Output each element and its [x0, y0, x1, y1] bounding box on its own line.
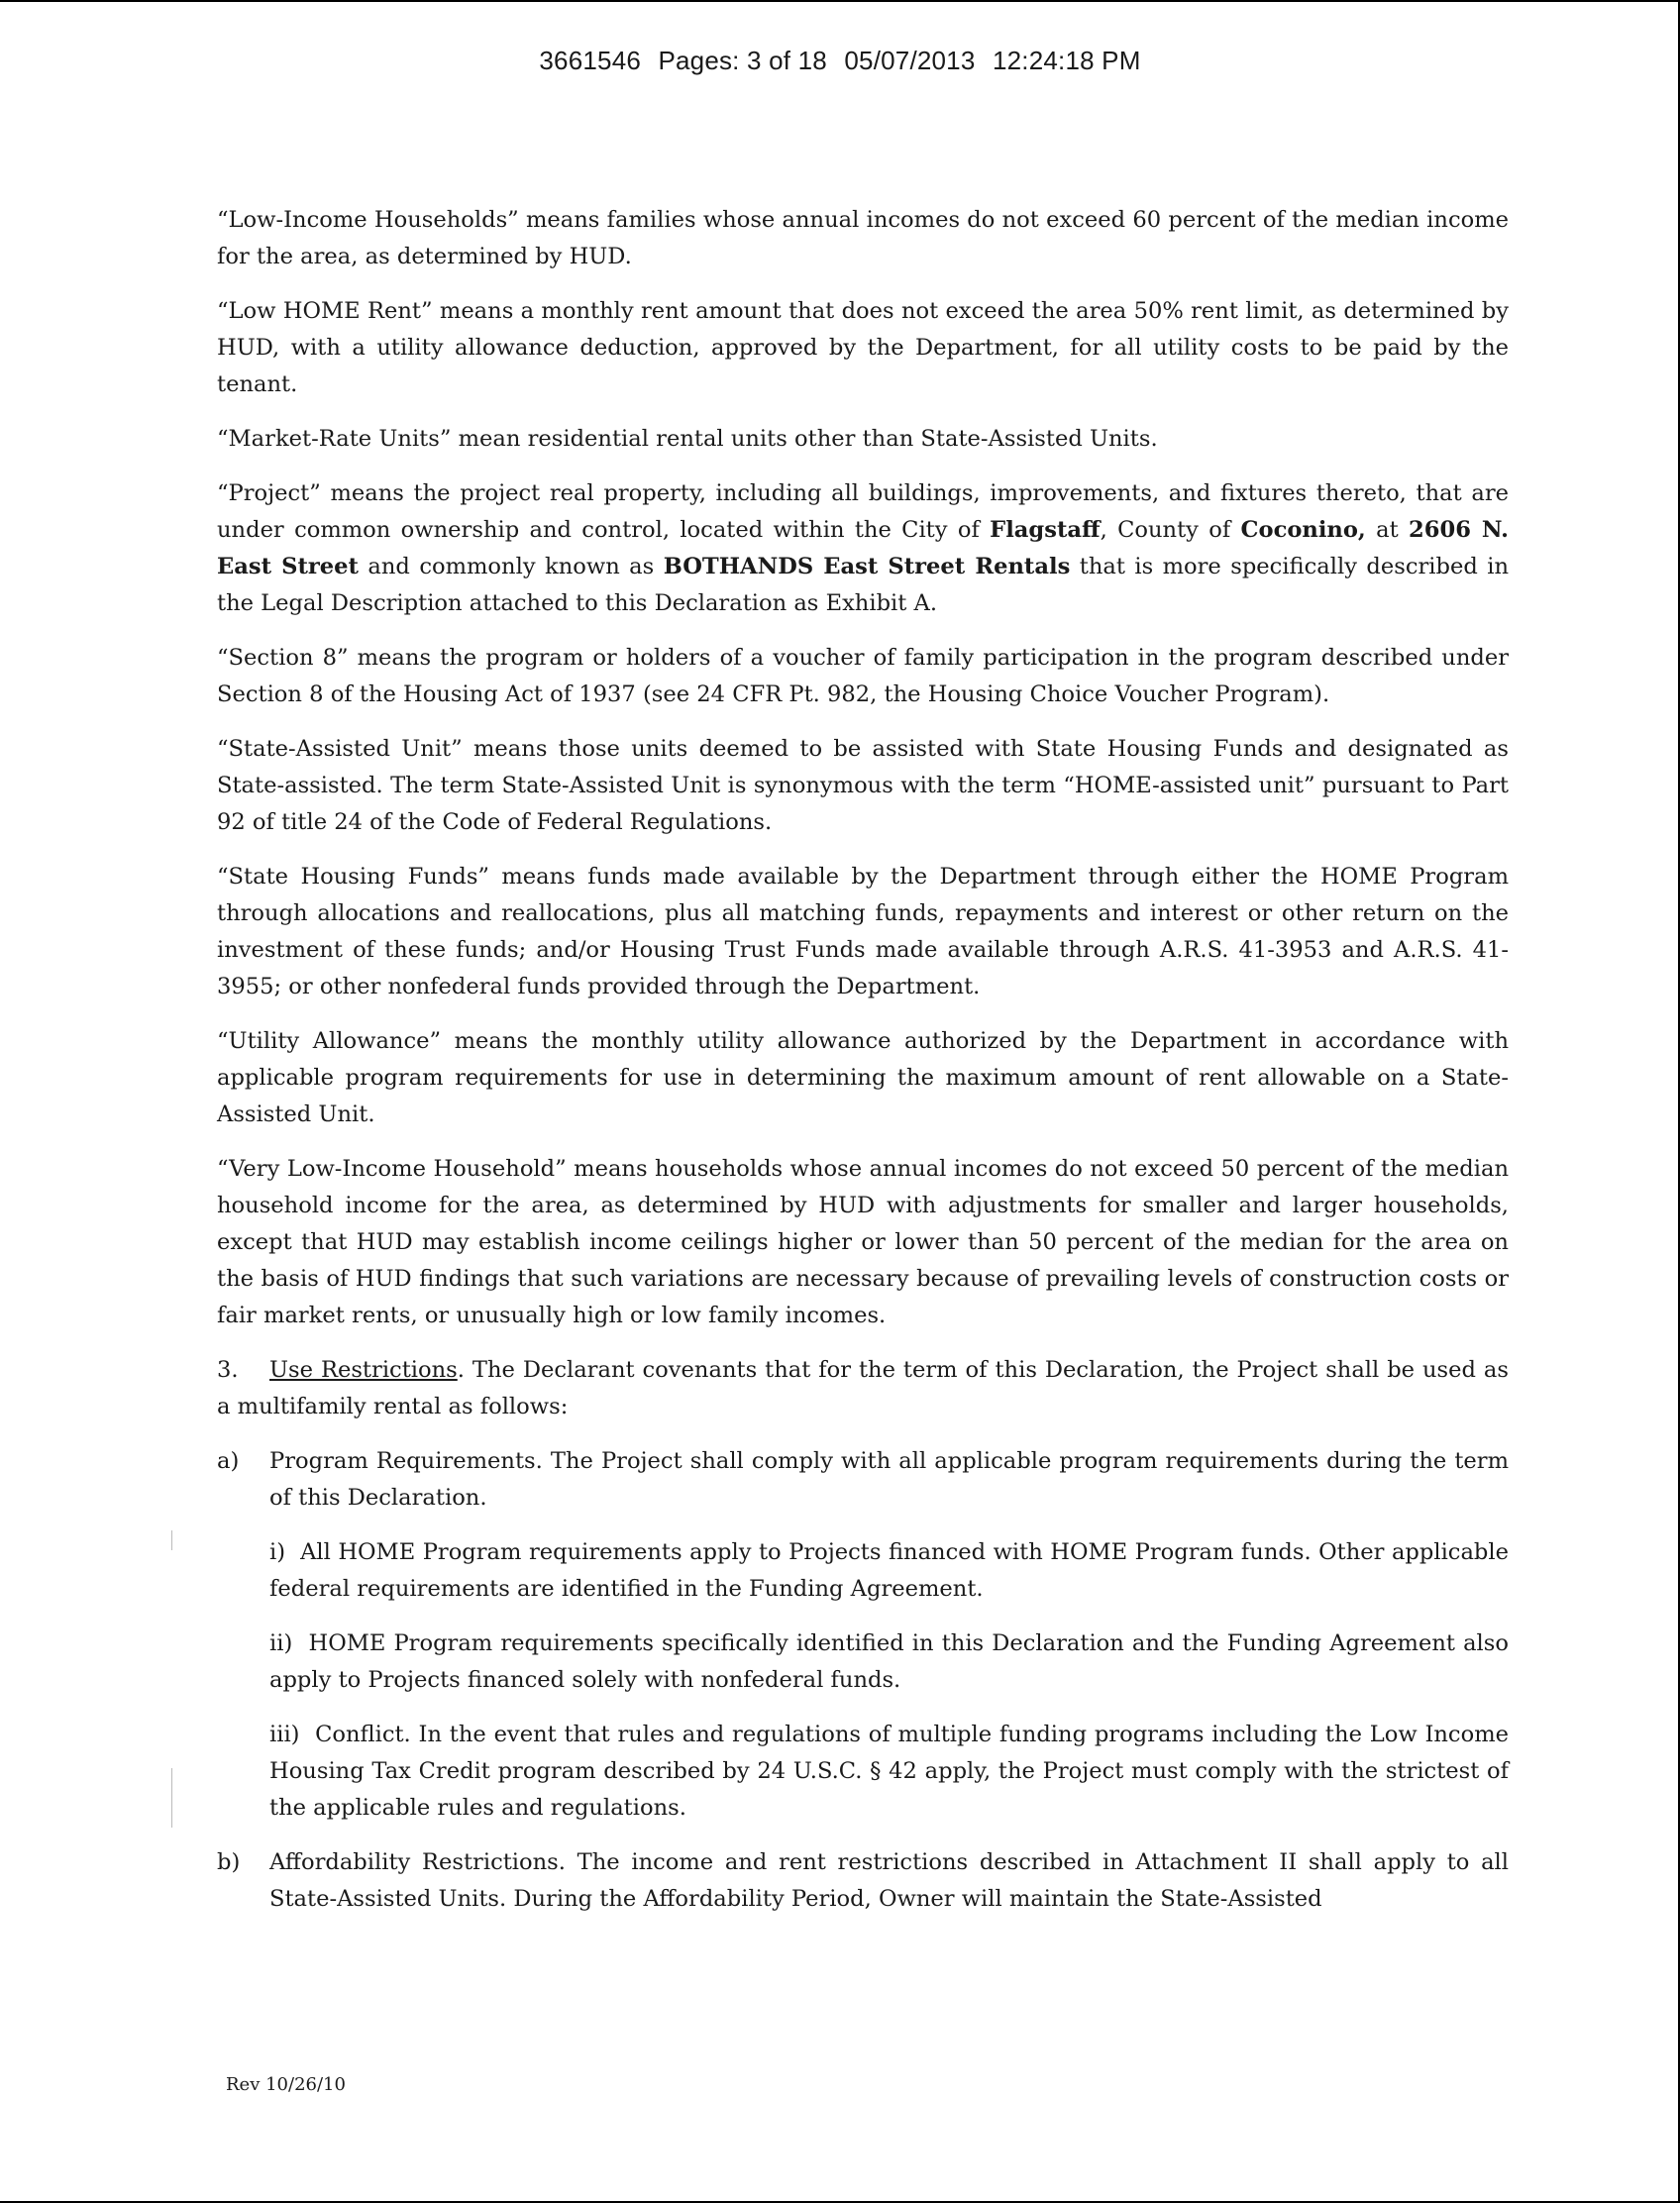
item-label: b) — [217, 1849, 241, 1875]
item-text: HOME Program requirements specifically identified in this Declaration and the Funding Agreement also apply to Projects financed solely with nonfederal funds. — [269, 1630, 1509, 1693]
item-ii — [217, 1626, 1509, 1699]
definition-market-rate-units: “Market-Rate Units” mean residential rental units other than State-Assisted Units. — [217, 426, 1158, 452]
item-a-program-requirements — [217, 1443, 1509, 1517]
recording-header — [0, 46, 1680, 76]
definition-very-low-income-household: “Very Low-Income Household” means households whose annual incomes do not exceed 50 percent of the median household income for the area, as determined by HUD with adjustments for smaller and larger households, except that HUD may establish income ceilings higher or lower than 50 percent of the median for the area on the basis of HUD findings that such variations are necessary because of prevailing levels of construction costs or fair market rents, or unusually high or low family incomes. — [217, 1156, 1509, 1328]
section-text: . The Declarant covenants that for the term of this Declaration, the Project shall be used as a multifamily rental as follows: — [217, 1357, 1509, 1419]
definition-low-home-rent: “Low HOME Rent” means a monthly rent amount that does not exceed the area 50% rent limit, as determined by HUD, with a utility allowance deduction, approved by the Department, for all utility costs to be paid by the tenant. — [217, 298, 1509, 397]
page-count: Pages: 3 of 18 — [658, 46, 827, 75]
project-text: and commonly known as — [358, 554, 664, 579]
item-label: a) — [217, 1448, 240, 1474]
definition-utility-allowance: “Utility Allowance” means the monthly utility allowance authorized by the Department in accordance with applicable program requirements for use in determining the maximum amount of rent allowable on a State-Assisted Unit. — [217, 1028, 1509, 1127]
document-body — [217, 202, 1509, 1936]
project-city: Flagstaff — [990, 517, 1101, 543]
item-iii — [217, 1717, 1509, 1827]
item-b-affordability-restrictions — [217, 1844, 1509, 1918]
project-address: 2606 N. East Street — [217, 517, 1510, 579]
item-i — [217, 1534, 1509, 1608]
definition-project — [217, 475, 1509, 622]
record-time: 12:24:18 PM — [992, 46, 1141, 75]
revision-footer: Rev 10/26/10 — [226, 2074, 346, 2095]
section-title: Use Restrictions — [269, 1357, 458, 1383]
page-border-top — [0, 0, 1680, 2]
project-text: , County of — [1100, 517, 1241, 543]
definition-section-8: “Section 8” means the program or holders of a voucher of family participation in the program described under Section 8 of the Housing Act of 1937 (see 24 CFR Pt. 982, the Housing Choice Voucher Program). — [217, 645, 1509, 707]
item-label: ii) — [269, 1630, 293, 1656]
definition-state-housing-funds: “State Housing Funds” means funds made available by the Department through either the HOME Program through allocations and reallocations, plus all matching funds, repayments and interest or other return on the investment of these funds; and/or Housing Trust Funds made available through A.R.S. 41-3953 and A.R.S. 41-3955; or other nonfederal funds provided through the Department. — [217, 864, 1509, 999]
project-text: at — [1365, 517, 1410, 543]
definition-state-assisted-unit: “State-Assisted Unit” means those units deemed to be assisted with State Housing Funds and designated as State-assisted. The term State-Assisted Unit is synonymous with the term “HOME-assisted unit” pursuant to Part 92 of title 24 of the Code of Federal Regulations. — [217, 736, 1509, 835]
item-text: Conflict. In the event that rules and regulations of multiple funding programs including the Low Income Housing Tax Credit program described by 24 U.S.C. § 42 apply, the Project must comply with the strictest of the applicable rules and regulations. — [269, 1722, 1509, 1821]
project-county: Coconino, — [1240, 517, 1366, 543]
item-label: iii) — [269, 1722, 300, 1747]
document-number: 3661546 — [539, 46, 642, 75]
margin-mark — [171, 1530, 172, 1550]
project-text: “Project” means the project real property, including all buildings, improvements, and fixtures thereto, that are under common ownership and control, located within the City of — [217, 480, 1509, 543]
item-text: Program Requirements. The Project shall comply with all applicable program requirements during the term of this Declaration. — [269, 1448, 1509, 1511]
item-label: i) — [269, 1539, 286, 1565]
section-3-use-restrictions — [217, 1352, 1509, 1425]
item-text: Affordability Restrictions. The income and rent restrictions described in Attachment II shall apply to all State-Assisted Units. During the Affordability Period, Owner will maintain the State-Assisted — [269, 1849, 1509, 1912]
record-date: 05/07/2013 — [844, 46, 976, 75]
definition-low-income-households: “Low-Income Households” means families whose annual incomes do not exceed 60 percent of the median income for the area, as determined by HUD. — [217, 207, 1509, 269]
project-name: BOTHANDS East Street Rentals — [663, 554, 1071, 579]
item-text: All HOME Program requirements apply to Projects financed with HOME Program funds. Other applicable federal requirements are identified in the Funding Agreement. — [269, 1539, 1509, 1602]
margin-mark — [171, 1768, 172, 1828]
project-text: that is more specifically described in the Legal Description attached to this Declaration as Exhibit A. — [217, 554, 1509, 616]
section-number: 3. — [217, 1357, 239, 1383]
